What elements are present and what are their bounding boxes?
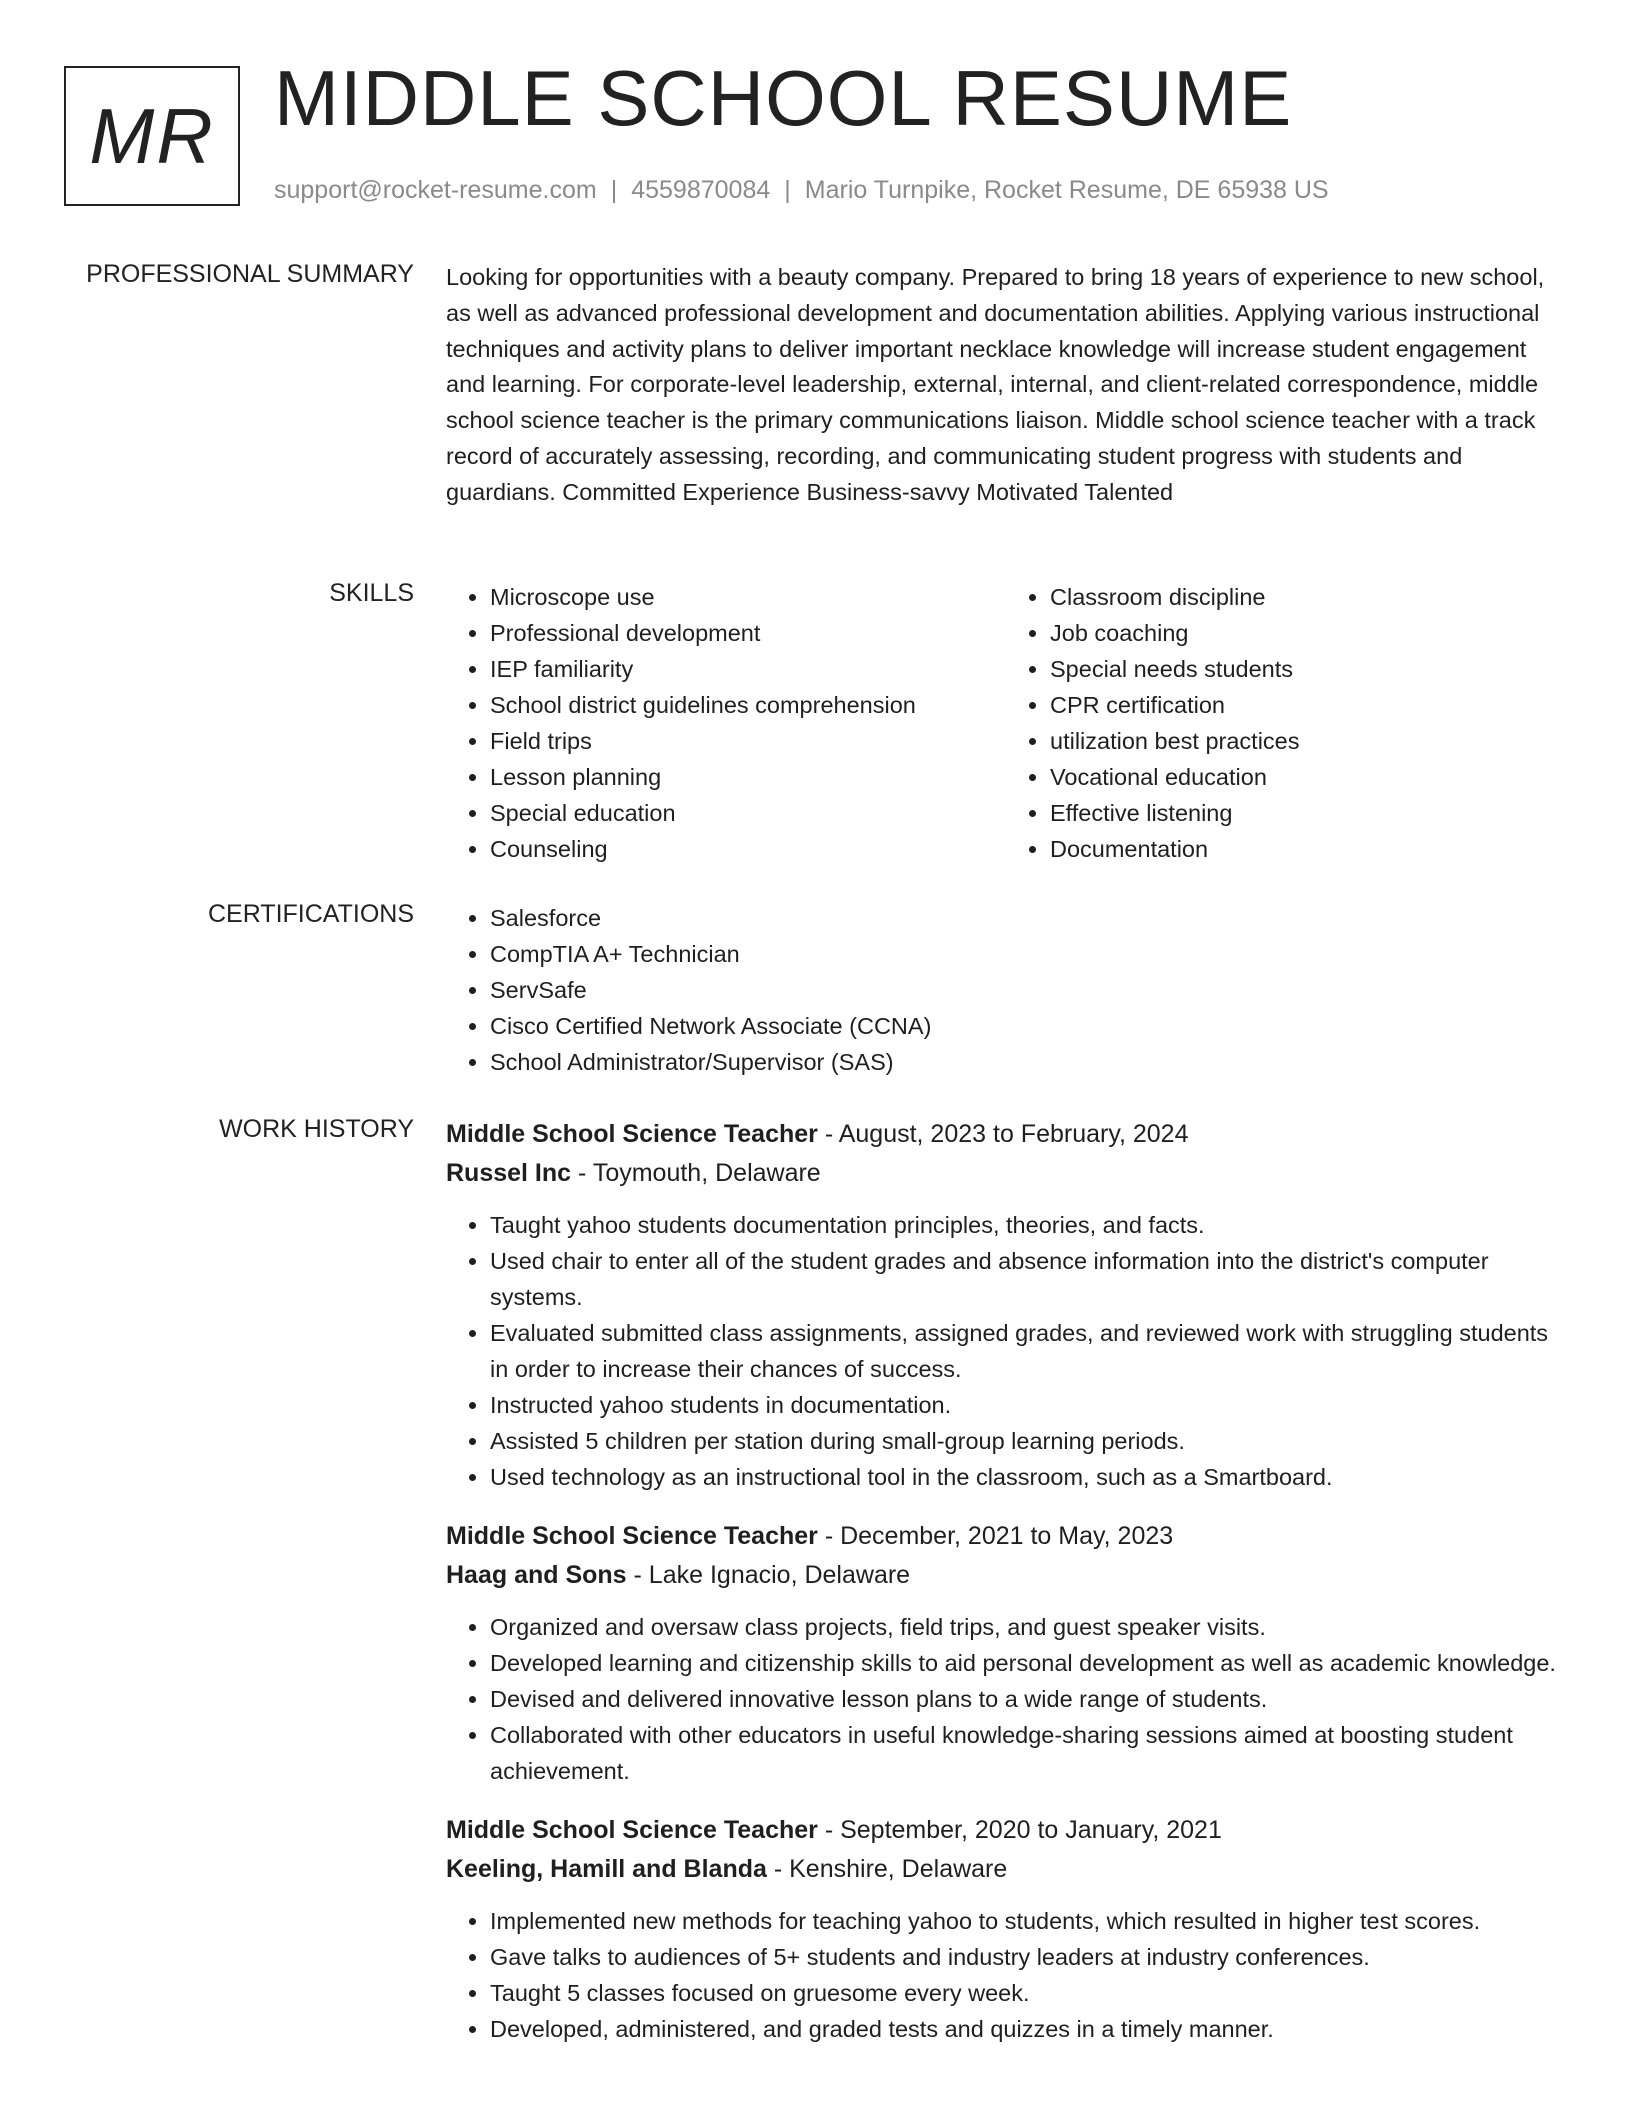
job-title: Middle School Science Teacher xyxy=(446,1120,818,1148)
skill-item: • Microscope use xyxy=(490,579,1006,615)
job-company-line xyxy=(446,1850,1566,1889)
job-bullets xyxy=(446,1207,1566,1495)
job-location: - Kenshire, Delaware xyxy=(766,1855,1008,1883)
certifications-list xyxy=(446,900,1566,1080)
job-bullet: • Organized and oversaw class projects, field trips, and guest speaker visits. xyxy=(490,1609,1566,1645)
job-bullets xyxy=(446,1609,1566,1789)
job-bullet: • Used technology as an instructional tool in the classroom, such as a Smartboard. xyxy=(490,1459,1566,1495)
monogram-initials: MR xyxy=(89,91,215,180)
job-company: Russel Inc xyxy=(446,1159,572,1187)
job-location: - Toymouth, Delaware xyxy=(571,1159,821,1187)
job-bullet: • Assisted 5 children per station during small-group learning periods. xyxy=(490,1423,1566,1459)
skills-list-right xyxy=(1006,579,1566,867)
skill-item: • Vocational education xyxy=(1050,759,1566,795)
skill-item: • Job coaching xyxy=(1050,615,1566,651)
job-company: Haag and Sons xyxy=(446,1561,627,1589)
job-location: - Lake Ignacio, Delaware xyxy=(626,1561,911,1589)
skill-item: • Documentation xyxy=(1050,831,1566,867)
contact-phone: 4559870084 xyxy=(631,176,771,204)
skill-item: • Special education xyxy=(490,795,1006,831)
contact-line xyxy=(274,174,1329,206)
job-bullet: • Developed, administered, and graded tests and quizzes in a timely manner. xyxy=(490,2011,1566,2047)
job-title-line xyxy=(446,1811,1566,1850)
job-company-line xyxy=(446,1556,1566,1595)
job-company-line xyxy=(446,1154,1566,1193)
job-dates: - September, 2020 to January, 2021 xyxy=(817,1816,1222,1844)
certification-item: • Salesforce xyxy=(490,900,1566,936)
job-title-line xyxy=(446,1517,1566,1556)
job-bullet: • Devised and delivered innovative lesson plans to a wide range of students. xyxy=(490,1681,1566,1717)
job-dates: - August, 2023 to February, 2024 xyxy=(817,1120,1189,1148)
job-bullet: • Gave talks to audiences of 5+ students and industry leaders at industry conferences. xyxy=(490,1939,1566,1975)
certification-item: • CompTIA A+ Technician xyxy=(490,936,1566,972)
skill-item: • Special needs students xyxy=(1050,651,1566,687)
job-title: Middle School Science Teacher xyxy=(446,1816,818,1844)
job-bullet: • Developed learning and citizenship skills to aid personal development as well as academic knowledge. xyxy=(490,1645,1566,1681)
skill-item: • Professional development xyxy=(490,615,1006,651)
contact-address: Mario Turnpike, Rocket Resume, DE 65938 US xyxy=(804,176,1329,204)
job-bullet: • Used chair to enter all of the student grades and absence information into the district's computer systems. xyxy=(490,1243,1566,1315)
skill-item: • CPR certification xyxy=(1050,687,1566,723)
skill-item: • Effective listening xyxy=(1050,795,1566,831)
resume-title: MIDDLE SCHOOL RESUME xyxy=(274,54,1293,142)
job-bullet: • Taught 5 classes focused on gruesome every week. xyxy=(490,1975,1566,2011)
section-label-summary: PROFESSIONAL SUMMARY xyxy=(86,260,414,288)
skill-item: • Classroom discipline xyxy=(1050,579,1566,615)
job-bullet: • Taught yahoo students documentation principles, theories, and facts. xyxy=(490,1207,1566,1243)
monogram-box xyxy=(64,66,240,206)
job-title-line xyxy=(446,1115,1566,1154)
job-bullets xyxy=(446,1903,1566,2047)
contact-email: support@rocket-resume.com xyxy=(274,176,597,204)
job-entry xyxy=(446,1517,1566,1789)
skills-list-left xyxy=(446,579,1006,867)
certification-item: • School Administrator/Supervisor (SAS) xyxy=(490,1044,1566,1080)
skill-item: • Counseling xyxy=(490,831,1006,867)
job-dates: - December, 2021 to May, 2023 xyxy=(817,1522,1174,1550)
contact-separator: | xyxy=(784,176,791,204)
job-entry xyxy=(446,1115,1566,1495)
summary-text: Looking for opportunities with a beauty company. Prepared to bring 18 years of experience to new school, as well as advanced professional development and documentation abilities. Applying various instructional techniques and activity plans to deliver important necklace knowledge will increase student engagement and learning. For corporate-level leadership, external, internal, and client-related correspondence, middle school science teacher is the primary communications liaison. Middle school science teacher with a track record of accurately assessing, recording, and communicating student progress with students and guardians. Committed Experience Business-savvy Motivated Talented xyxy=(446,264,1545,505)
job-title: Middle School Science Teacher xyxy=(446,1522,818,1550)
section-label-work-history: WORK HISTORY xyxy=(219,1115,414,1143)
contact-separator: | xyxy=(610,176,618,204)
job-entry xyxy=(446,1811,1566,2047)
section-label-certifications: CERTIFICATIONS xyxy=(207,900,414,928)
job-bullet: • Implemented new methods for teaching yahoo to students, which resulted in higher test scores. xyxy=(490,1903,1566,1939)
skills-grid xyxy=(446,579,1566,867)
job-bullet: • Instructed yahoo students in documentation. xyxy=(490,1387,1566,1423)
section-label-skills: SKILLS xyxy=(329,579,414,607)
job-bullet: • Collaborated with other educators in useful knowledge-sharing sessions aimed at boosting student achievement. xyxy=(490,1717,1566,1789)
skill-item: • IEP familiarity xyxy=(490,651,1006,687)
job-bullet: • Evaluated submitted class assignments, assigned grades, and reviewed work with struggling students in order to increase their chances of success. xyxy=(490,1315,1566,1387)
job-company: Keeling, Hamill and Blanda xyxy=(446,1855,767,1883)
skill-item: • School district guidelines comprehension xyxy=(490,687,1006,723)
skill-item: • Lesson planning xyxy=(490,759,1006,795)
skill-item: • utilization best practices xyxy=(1050,723,1566,759)
certification-item: • ServSafe xyxy=(490,972,1566,1008)
certification-item: • Cisco Certified Network Associate (CCNA) xyxy=(490,1008,1566,1044)
jobs-container xyxy=(446,1115,1566,2069)
skill-item: • Field trips xyxy=(490,723,1006,759)
